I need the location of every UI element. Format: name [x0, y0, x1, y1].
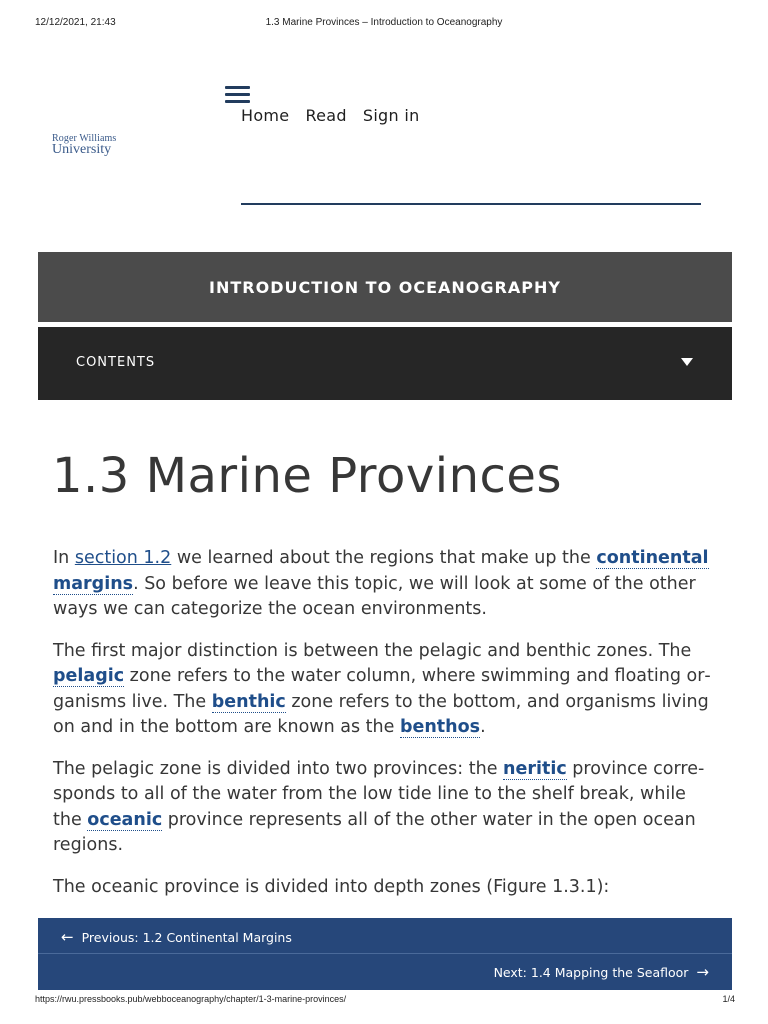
chapter-content: [53, 546, 715, 916]
text: zone refers to the bottom, and organisms living on and in the bottom are known as the: [53, 691, 709, 737]
nav-signin-link[interactable]: Sign in: [362, 106, 420, 125]
contents-toggle[interactable]: [38, 327, 732, 400]
next-chapter-link[interactable]: [494, 963, 717, 981]
nav-home-link[interactable]: Home: [241, 106, 290, 125]
arrow-left-icon: ←: [61, 928, 74, 946]
hamburger-menu-icon[interactable]: [225, 86, 250, 103]
text: we learned about the regions that make up the: [171, 548, 597, 568]
glossary-benthos-link[interactable]: benthos: [399, 717, 481, 737]
text: .: [480, 717, 486, 737]
book-title: INTRODUCTION TO OCEANOGRAPHY: [209, 277, 561, 297]
print-header: [0, 14, 768, 30]
previous-label: Previous: 1.2 Continental Margins: [81, 929, 292, 945]
section-1-2-link[interactable]: section 1.2: [74, 548, 172, 568]
glossary-neritic-link[interactable]: neritic: [503, 758, 567, 779]
arrow-right-icon: →: [696, 963, 709, 981]
text: province represents all of the other water in the open ocean regions.: [53, 809, 696, 855]
paragraph-intro: [53, 546, 715, 623]
logo-line-1: Roger Williams: [52, 133, 117, 144]
print-footer: [0, 992, 768, 1008]
top-navigation: [241, 106, 436, 125]
print-page-title: 1.3 Marine Provinces – Introduction to Oceanography: [265, 17, 503, 28]
chevron-down-icon: [681, 358, 693, 366]
menu-bar: [225, 93, 250, 96]
page-title: 1.3 Marine Provinces: [52, 448, 562, 504]
print-datetime: 12/12/2021, 21:43: [35, 17, 116, 28]
contents-label: CONTENTS: [76, 355, 156, 370]
paragraph-provinces: [53, 757, 715, 859]
chapter-navigation: [38, 918, 732, 990]
book-title-bar[interactable]: [38, 252, 732, 322]
glossary-pelagic-link[interactable]: pelagic: [53, 666, 125, 686]
text: The first major distinction is between the pelagic and benthic zones. The: [53, 640, 692, 661]
text: In: [53, 548, 75, 568]
glossary-benthic-link[interactable]: benthic: [211, 691, 286, 712]
header-divider: [241, 203, 701, 205]
paragraph-depth-zones: The oceanic province is divided into depth zones (Figure 1.3.1):: [53, 876, 610, 897]
next-label: Next: 1.4 Mapping the Seafloor: [493, 964, 689, 980]
nav-divider: [38, 953, 732, 954]
logo-line-2: University: [52, 142, 112, 157]
text: The pelagic zone is divided into two provinces: the: [53, 758, 504, 779]
print-url: https://rwu.pressbooks.pub/webboceanography/chapter/1-3-marine-provinces/: [35, 994, 347, 1004]
university-logo[interactable]: [52, 134, 132, 157]
menu-bar: [225, 86, 250, 89]
glossary-continental-margins-link[interactable]: continental margins: [53, 548, 709, 594]
text: . So before we leave this topic, we will look at some of the other ways we can categorize the ocean environments.: [53, 573, 696, 619]
paragraph-zones: [53, 639, 715, 741]
text: province corresponds to all of the water from the low tide line to the shelf break, while the: [53, 758, 705, 830]
menu-bar: [225, 100, 250, 103]
print-page-number: 1/4: [722, 994, 735, 1004]
nav-read-link[interactable]: Read: [305, 106, 347, 125]
previous-chapter-link[interactable]: [53, 928, 292, 946]
text: zone refers to the water column, where swimming and floating organisms live. The: [53, 666, 711, 712]
glossary-oceanic-link[interactable]: oceanic: [87, 809, 163, 830]
